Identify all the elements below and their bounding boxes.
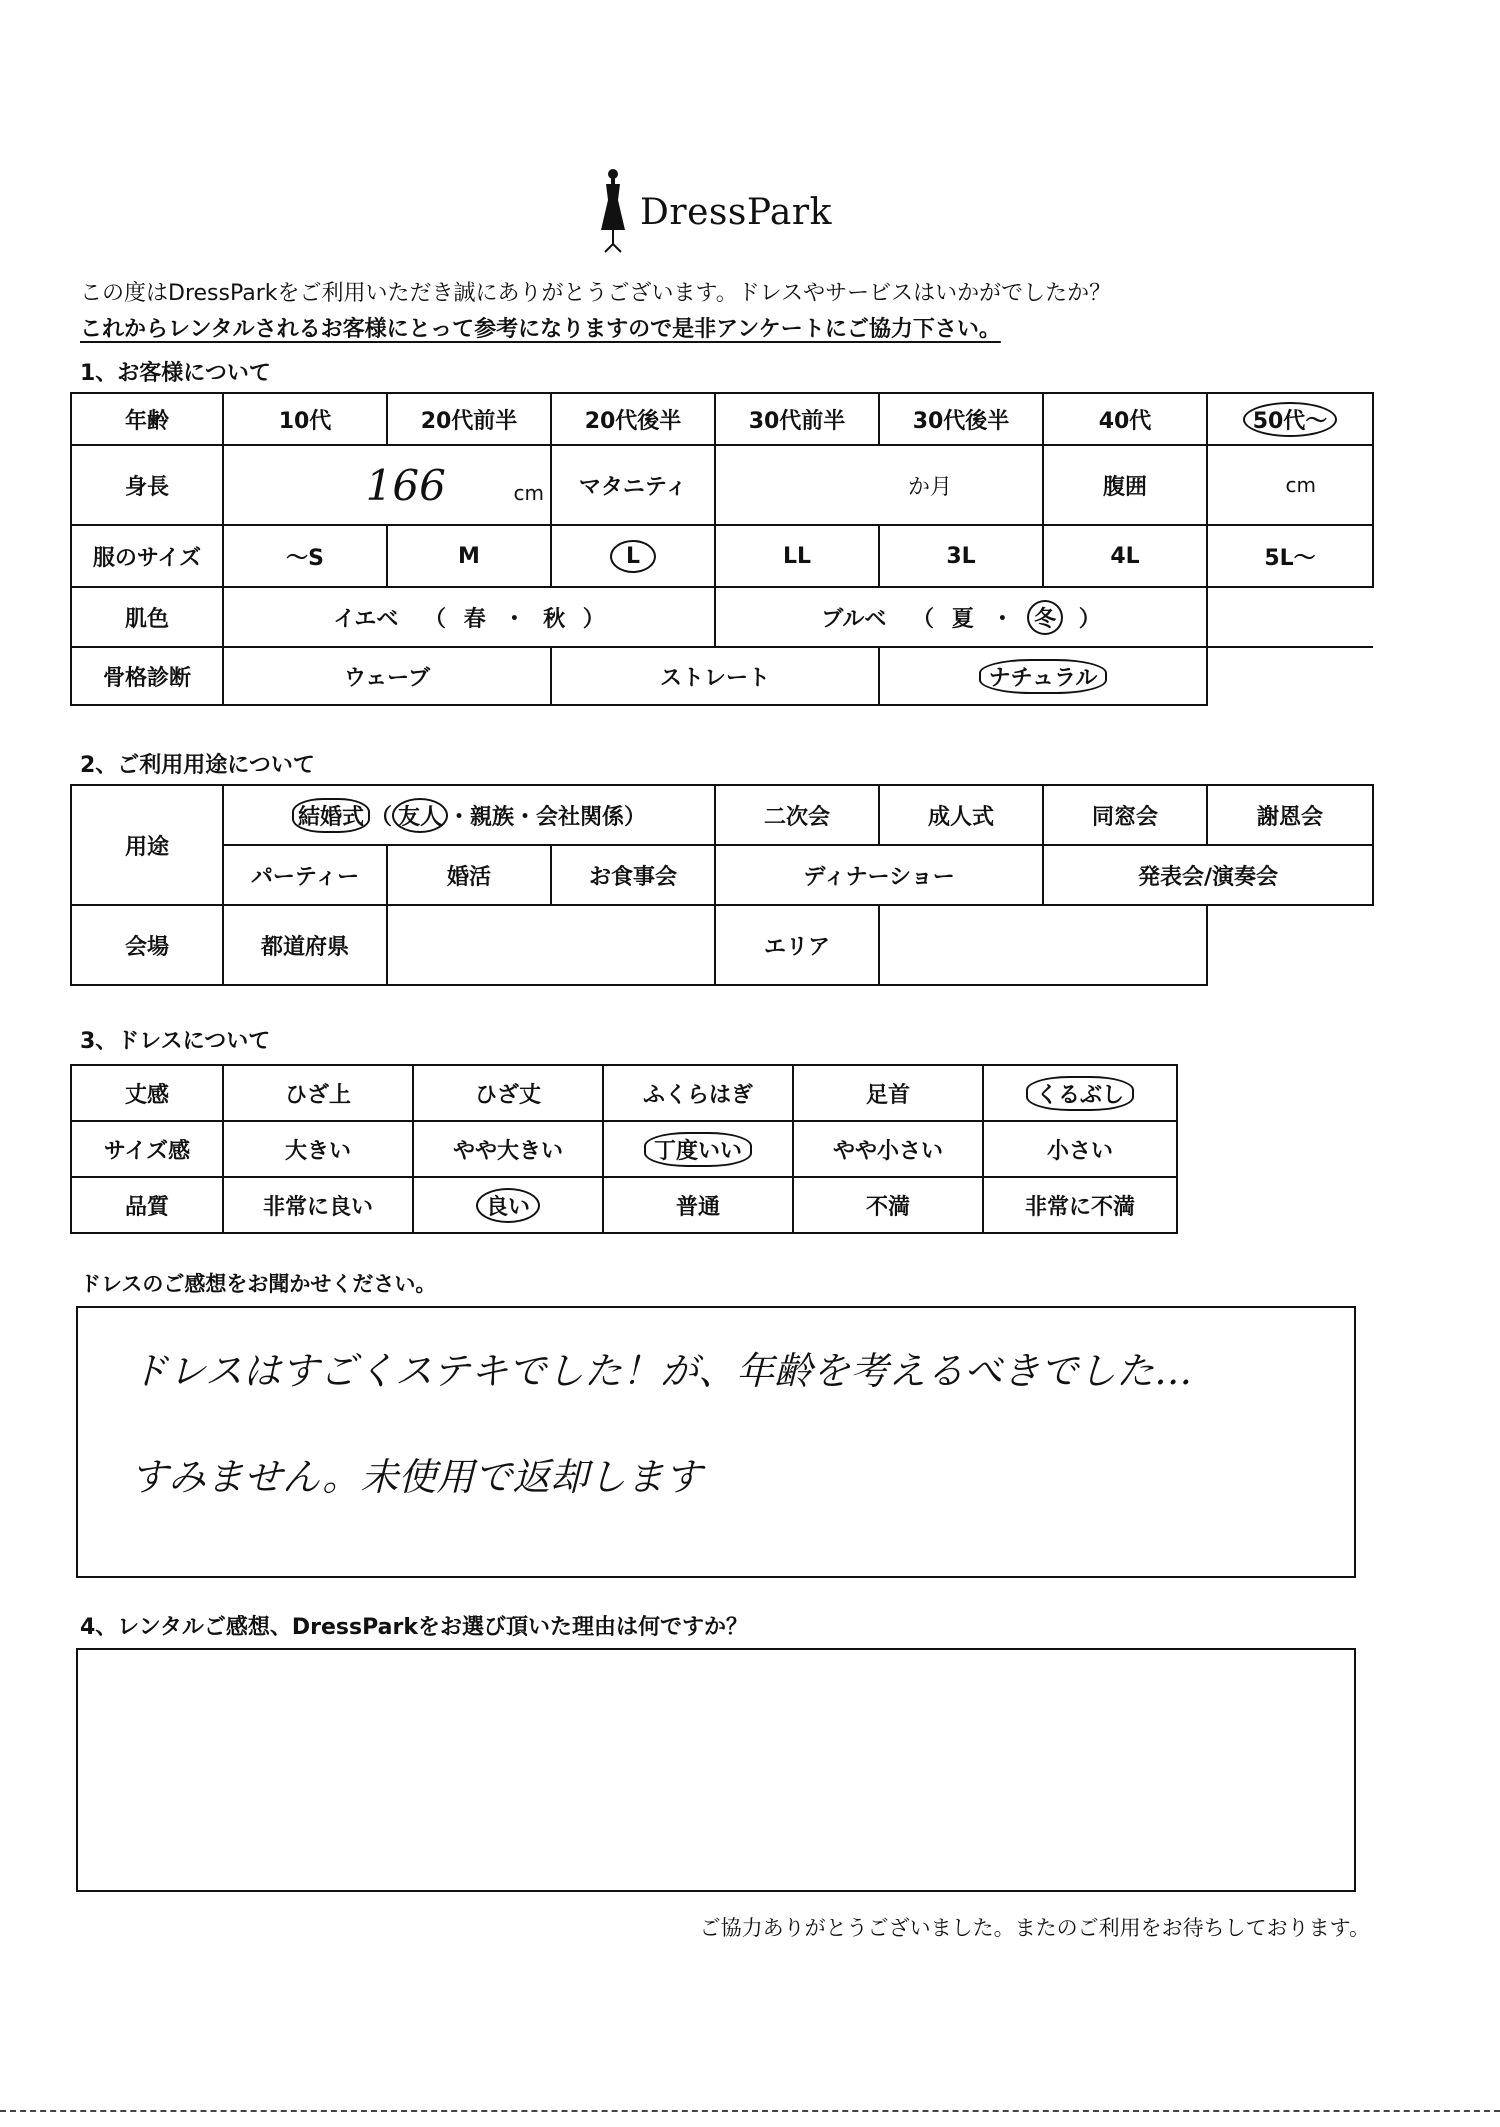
length-option-selected[interactable]	[983, 1065, 1177, 1121]
height-value: 166	[365, 460, 446, 510]
size-selected-mark: L	[610, 540, 656, 573]
skin-winter-selected: 冬	[1027, 600, 1063, 635]
blue-base-label: ブルベ	[821, 606, 887, 632]
size-option[interactable]: ～S	[223, 525, 387, 587]
quality-label: 品質	[71, 1177, 223, 1233]
paren-open: （	[424, 606, 447, 632]
empty-cell	[1207, 587, 1373, 647]
waist-unit: cm	[1285, 472, 1316, 497]
area-field[interactable]	[879, 905, 1207, 985]
size-option[interactable]: 5L～	[1207, 525, 1373, 587]
frame-option[interactable]: ウェーブ	[223, 647, 551, 705]
prefecture-field[interactable]	[387, 905, 715, 985]
maternity-label: マタニティ	[551, 445, 715, 525]
maternity-months-unit: か月	[907, 474, 952, 500]
maternity-months-field[interactable]	[715, 445, 1043, 525]
quality-option[interactable]: 不満	[793, 1177, 983, 1233]
purpose-option[interactable]: 同窓会	[1043, 785, 1207, 845]
frame-label: 骨格診断	[71, 647, 223, 705]
wedding-relation-options: ・親族・会社関係	[448, 804, 625, 830]
prefecture-label: 都道府県	[223, 905, 387, 985]
section-3-title: 3、ドレスについて	[80, 1029, 271, 1054]
brand-logo-text: DressPark	[640, 192, 832, 233]
waist-label: 腹囲	[1043, 445, 1207, 525]
footer-thanks: ご協力ありがとうございました。またのご利用をお待ちしております。	[699, 1916, 1370, 1940]
paren-open: （	[369, 804, 392, 830]
skin-autumn: 秋	[543, 606, 566, 632]
size-option[interactable]: 4L	[1043, 525, 1207, 587]
age-option[interactable]: 30代前半	[715, 393, 879, 445]
fit-label: サイズ感	[71, 1121, 223, 1177]
frame-selected-mark: ナチュラル	[979, 659, 1108, 694]
size-option[interactable]: M	[387, 525, 551, 587]
purpose-option[interactable]: 謝恩会	[1207, 785, 1373, 845]
fit-option[interactable]: やや大きい	[413, 1121, 603, 1177]
length-option[interactable]: ふくらはぎ	[603, 1065, 793, 1121]
skin-blue-base[interactable]	[715, 587, 1207, 647]
size-option[interactable]: LL	[715, 525, 879, 587]
waist-field[interactable]	[1207, 445, 1373, 525]
size-option[interactable]: 3L	[879, 525, 1043, 587]
skin-yellow-base[interactable]	[223, 587, 715, 647]
comment-line-1: ドレスはすごくステキでした！が、年齢を考えるべきでした…	[130, 1349, 1193, 1393]
age-option[interactable]: 10代	[223, 393, 387, 445]
customer-info-table	[70, 392, 1374, 706]
size-label: 服のサイズ	[71, 525, 223, 587]
purpose-option[interactable]: 二次会	[715, 785, 879, 845]
skin-label: 肌色	[71, 587, 223, 647]
purpose-label: 用途	[71, 785, 223, 905]
intro-line-2: これからレンタルされるお客様にとって参考になりますので是非アンケートにご協力下さい。	[80, 317, 1001, 342]
length-label: 丈感	[71, 1065, 223, 1121]
purpose-option[interactable]: お食事会	[551, 845, 715, 905]
empty-cell	[1207, 905, 1373, 985]
area-label: エリア	[715, 905, 879, 985]
dress-logo-icon	[598, 168, 628, 254]
intro-line-1: この度はDressParkをご利用いただき誠にありがとうございます。ドレスやサービスはいかがでしたか？	[80, 281, 1112, 306]
fit-option[interactable]: 大きい	[223, 1121, 413, 1177]
age-option[interactable]: 40代	[1043, 393, 1207, 445]
section-2-title: 2、ご利用用途について	[80, 753, 315, 778]
size-option-selected[interactable]	[551, 525, 715, 587]
skin-spring: 春	[463, 606, 486, 632]
purpose-option[interactable]: ディナーショー	[715, 845, 1043, 905]
frame-option-selected[interactable]	[879, 647, 1207, 705]
separator: ・	[503, 606, 526, 632]
quality-option[interactable]: 普通	[603, 1177, 793, 1233]
dress-evaluation-table	[70, 1064, 1178, 1234]
section-1-title: 1、お客様について	[80, 361, 271, 386]
paren-close: ）	[1078, 606, 1101, 632]
quality-option-selected[interactable]	[413, 1177, 603, 1233]
purpose-option[interactable]: 発表会/演奏会	[1043, 845, 1373, 905]
reason-answer-box[interactable]	[76, 1648, 1356, 1892]
length-option[interactable]: 足首	[793, 1065, 983, 1121]
friend-selected-mark: 友人	[392, 798, 448, 833]
section-4-title: 4、レンタルご感想、DressParkをお選び頂いた理由は何ですか？	[80, 1615, 748, 1640]
fit-option-selected[interactable]	[603, 1121, 793, 1177]
paren-open: （	[912, 606, 935, 632]
bottom-divider	[0, 2110, 1500, 2112]
comment-prompt: ドレスのご感想をお聞かせください。	[80, 1272, 437, 1296]
usage-table	[70, 784, 1374, 986]
paren-close: ）	[582, 606, 605, 632]
frame-option[interactable]: ストレート	[551, 647, 879, 705]
paren-close: ）	[624, 804, 647, 830]
yellow-base-label: イエベ	[333, 606, 399, 632]
venue-label: 会場	[71, 905, 223, 985]
quality-option[interactable]: 非常に良い	[223, 1177, 413, 1233]
quality-selected-mark: 良い	[476, 1188, 540, 1223]
fit-option[interactable]: 小さい	[983, 1121, 1177, 1177]
comment-line-2: すみません。未使用で返却します	[130, 1455, 703, 1499]
empty-cell	[1207, 647, 1373, 705]
age-selected-mark: 50代～	[1243, 402, 1338, 437]
height-unit: cm	[513, 480, 544, 505]
height-label: 身長	[71, 445, 223, 525]
wedding-selected-mark: 結婚式	[292, 798, 370, 833]
purpose-option[interactable]: 婚活	[387, 845, 551, 905]
quality-option[interactable]: 非常に不満	[983, 1177, 1177, 1233]
age-option-selected[interactable]	[1207, 393, 1373, 445]
length-selected-mark: くるぶし	[1026, 1076, 1134, 1111]
age-label: 年齢	[71, 393, 223, 445]
fit-selected-mark: 丁度いい	[644, 1132, 752, 1167]
purpose-wedding[interactable]	[223, 785, 715, 845]
separator: ・	[991, 606, 1014, 632]
length-option[interactable]: ひざ丈	[413, 1065, 603, 1121]
age-option[interactable]: 20代後半	[551, 393, 715, 445]
age-option[interactable]: 30代後半	[879, 393, 1043, 445]
fit-option[interactable]: やや小さい	[793, 1121, 983, 1177]
length-option[interactable]: ひざ上	[223, 1065, 413, 1121]
purpose-option[interactable]: パーティー	[223, 845, 387, 905]
height-field[interactable]	[223, 445, 551, 525]
skin-summer: 夏	[951, 606, 974, 632]
age-option[interactable]: 20代前半	[387, 393, 551, 445]
purpose-option[interactable]: 成人式	[879, 785, 1043, 845]
